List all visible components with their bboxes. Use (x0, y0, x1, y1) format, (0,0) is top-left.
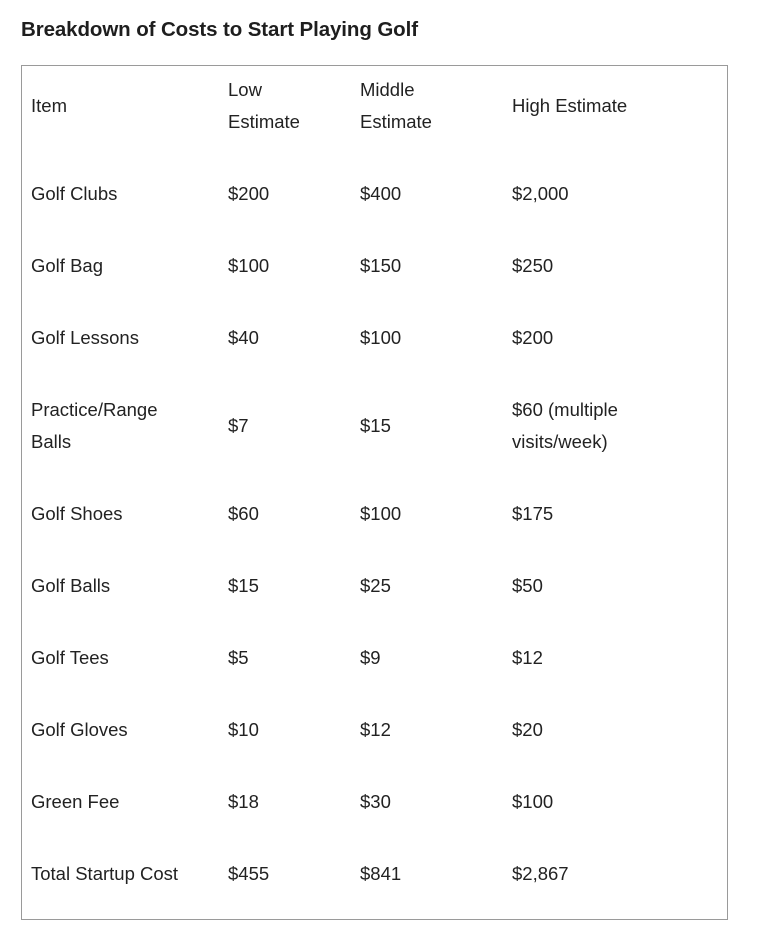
cell-item: Total Startup Cost (31, 863, 179, 884)
cell-item: Green Fee (31, 791, 120, 812)
cell-high: $100 (512, 791, 554, 812)
cell-low: $18 (228, 791, 259, 812)
cell-low: $100 (228, 255, 270, 276)
cell-low: $15 (228, 575, 259, 596)
cell-high: $175 (512, 503, 554, 524)
cell-high: $50 (512, 575, 543, 596)
table-header-row (22, 74, 727, 138)
cell-high: $250 (512, 255, 554, 276)
cell-item: Golf Shoes (31, 503, 123, 524)
table-row (22, 322, 727, 354)
table-row (22, 178, 727, 210)
cell-middle: $400 (360, 183, 402, 204)
cell-high: $12 (512, 647, 543, 668)
table-row (22, 714, 727, 746)
cell-high: $20 (512, 719, 543, 740)
cell-middle: $841 (360, 863, 402, 884)
cell-middle: $100 (360, 327, 402, 348)
table-row (22, 786, 727, 818)
cell-middle: $100 (360, 503, 402, 524)
cell-item: Golf Clubs (31, 183, 118, 204)
cell-high: $200 (512, 327, 554, 348)
cell-low: $7 (228, 415, 249, 436)
header-low-estimate: Low Estimate (228, 79, 300, 132)
cell-middle: $25 (360, 575, 391, 596)
cell-low: $40 (228, 327, 259, 348)
cell-item: Practice/Range Balls (31, 399, 158, 452)
cell-low: $60 (228, 503, 259, 524)
cost-table (21, 65, 728, 920)
cell-middle: $9 (360, 647, 381, 668)
page-title: Breakdown of Costs to Start Playing Golf (21, 18, 418, 41)
cell-low: $200 (228, 183, 270, 204)
cell-middle: $150 (360, 255, 402, 276)
cell-item: Golf Balls (31, 575, 111, 596)
header-high-estimate: High Estimate (512, 95, 628, 116)
cell-low: $455 (228, 863, 270, 884)
header-item: Item (31, 95, 67, 116)
cell-middle: $30 (360, 791, 391, 812)
cell-high: $2,000 (512, 183, 569, 204)
cell-low: $5 (228, 647, 249, 668)
cell-high: $60 (multiple visits/week) (512, 399, 618, 452)
cell-high: $2,867 (512, 863, 569, 884)
cell-middle: $15 (360, 415, 391, 436)
table-row (22, 642, 727, 674)
table-row (22, 250, 727, 282)
header-middle-estimate: Middle Estimate (360, 79, 432, 132)
cell-item: Golf Tees (31, 647, 109, 668)
cell-item: Golf Bag (31, 255, 103, 276)
cell-item: Golf Lessons (31, 327, 139, 348)
table-row (22, 570, 727, 602)
cell-low: $10 (228, 719, 259, 740)
table-total-row (22, 858, 727, 890)
cell-item: Golf Gloves (31, 719, 128, 740)
table-row (22, 498, 727, 530)
table-row (22, 394, 727, 458)
cell-middle: $12 (360, 719, 391, 740)
